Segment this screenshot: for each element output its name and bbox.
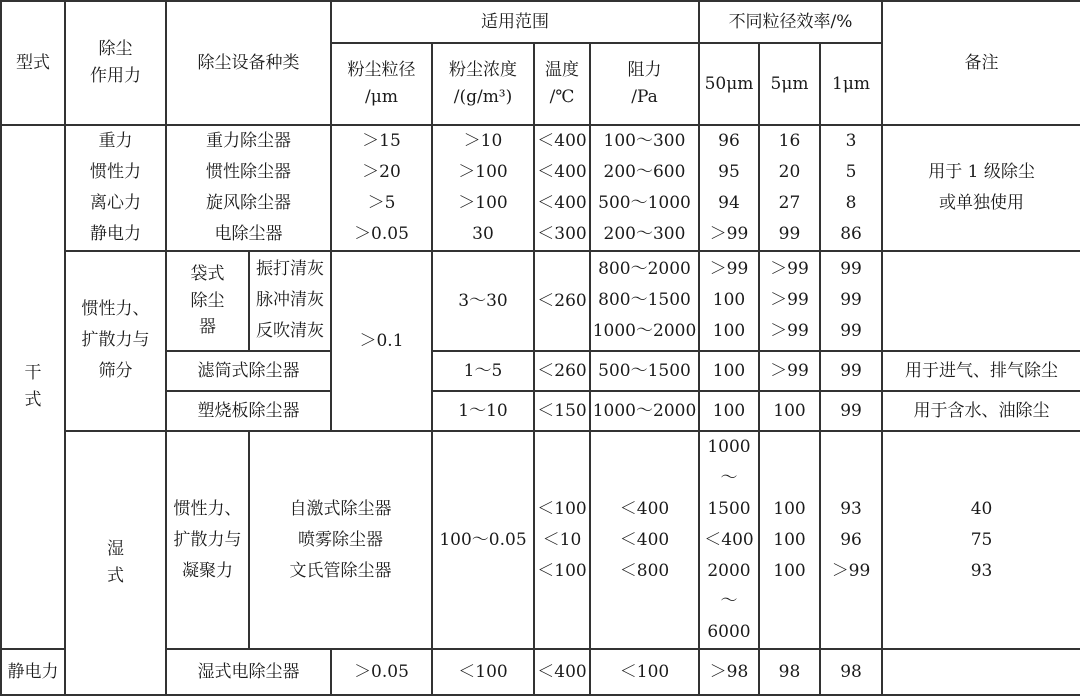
- bag-eff-1um-list: 99 99 99: [820, 251, 882, 351]
- wet-esp-eff-1um: 98: [820, 649, 882, 695]
- wet-esp-remark: [882, 649, 1080, 695]
- wet-equipment-list: 自激式除尘器 喷雾除尘器 文氏管除尘器: [249, 431, 432, 650]
- wet-esp-equipment: 湿式电除尘器: [166, 649, 331, 695]
- wet-esp-force: 静电力: [1, 649, 65, 695]
- header-equipment: 除尘设备种类: [166, 1, 331, 125]
- wet-eff-5um-list: 93 96 ＞99: [820, 431, 882, 650]
- plastic-plate-eff-5um: 100: [759, 391, 820, 431]
- dry-resistance-list: 100～300 200～600 500～1000 200～300: [590, 125, 699, 251]
- dry-concentration-list: ＞10 ＞100 ＞100 30: [432, 125, 534, 251]
- dry-filter-particle: ＞0.1: [331, 251, 432, 431]
- plastic-plate-remark: 用于含水、油除尘: [882, 391, 1080, 431]
- wet-eff-50um-list: 100 100 100: [759, 431, 820, 650]
- bag-filter-label: 袋式 除尘 器: [166, 251, 249, 351]
- wet-eff-1um-list: 40 75 93: [882, 431, 1080, 650]
- cartridge-eff-50um: 100: [699, 351, 759, 391]
- wet-esp-particle: ＞0.05: [331, 649, 432, 695]
- plastic-plate-concentration: 1～10: [432, 391, 534, 431]
- cartridge-remark: 用于进气、排气除尘: [882, 351, 1080, 391]
- wet-esp-resistance: ＜100: [590, 649, 699, 695]
- bag-eff-5um-list: ＞99 ＞99 ＞99: [759, 251, 820, 351]
- header-eff-5um: 5μm: [759, 43, 820, 125]
- header-temperature: 温度 /℃: [534, 43, 590, 125]
- wet-resistance-list: 1000～1500 ＜400 2000～6000: [699, 431, 759, 650]
- bag-filter-subtypes: 振打清灰 脉冲清灰 反吹清灰: [249, 251, 331, 351]
- header-concentration: 粉尘浓度 /(g/m³): [432, 43, 534, 125]
- dry-eff-5um-list: 16 20 27 99: [759, 125, 820, 251]
- dry-equipment-list: 重力除尘器 惯性除尘器 旋风除尘器 电除尘器: [166, 125, 331, 251]
- header-eff-50um: 50μm: [699, 43, 759, 125]
- dry-eff-50um-list: 96 95 94 ＞99: [699, 125, 759, 251]
- bag-temperature: ＜260: [534, 251, 590, 351]
- cartridge-equipment: 滤筒式除尘器: [166, 351, 331, 391]
- bag-remark: [882, 251, 1080, 351]
- header-resistance: 阻力 /Pa: [590, 43, 699, 125]
- plastic-plate-eff-50um: 100: [699, 391, 759, 431]
- dry-remark: 用于 1 级除尘 或单独使用: [882, 125, 1080, 251]
- plastic-plate-equipment: 塑烧板除尘器: [166, 391, 331, 431]
- dry-temperature-list: ＜400 ＜400 ＜400 ＜300: [534, 125, 590, 251]
- bag-resistance-list: 800～2000 800～1500 1000～2000: [590, 251, 699, 351]
- header-efficiency-group: 不同粒径效率/%: [699, 1, 882, 43]
- wet-concentration-list: ＜100 ＜10 ＜100: [534, 431, 590, 650]
- wet-particle: 100～0.05: [432, 431, 534, 650]
- bag-eff-50um-list: ＞99 100 100: [699, 251, 759, 351]
- wet-esp-concentration: ＜100: [432, 649, 534, 695]
- header-particle-size: 粉尘粒径 /μm: [331, 43, 432, 125]
- header-type: 型式: [1, 1, 65, 125]
- type-dry: 干 式: [1, 125, 65, 649]
- wet-esp-temperature: ＜400: [534, 649, 590, 695]
- header-remark: 备注: [882, 1, 1080, 125]
- cartridge-eff-5um: ＞99: [759, 351, 820, 391]
- dry-filter-force: 惯性力、 扩散力与 筛分: [65, 251, 166, 431]
- header-eff-1um: 1μm: [820, 43, 882, 125]
- type-wet: 湿 式: [65, 431, 166, 696]
- plastic-plate-resistance: 1000～2000: [590, 391, 699, 431]
- wet-esp-eff-5um: 98: [759, 649, 820, 695]
- wet-esp-eff-50um: ＞98: [699, 649, 759, 695]
- cartridge-concentration: 1～5: [432, 351, 534, 391]
- header-range-group: 适用范围: [331, 1, 699, 43]
- wet-force-list: 惯性力、 扩散力与 凝聚力: [166, 431, 249, 650]
- plastic-plate-temperature: ＜150: [534, 391, 590, 431]
- dry-force-list: 重力 惯性力 离心力 静电力: [65, 125, 166, 251]
- plastic-plate-eff-1um: 99: [820, 391, 882, 431]
- dry-eff-1um-list: 3 5 8 86: [820, 125, 882, 251]
- wet-temperature-list: ＜400 ＜400 ＜800: [590, 431, 699, 650]
- cartridge-resistance: 500～1500: [590, 351, 699, 391]
- header-force: 除尘 作用力: [65, 1, 166, 125]
- dry-particle-list: ＞15 ＞20 ＞5 ＞0.05: [331, 125, 432, 251]
- cartridge-eff-1um: 99: [820, 351, 882, 391]
- cartridge-temperature: ＜260: [534, 351, 590, 391]
- bag-concentration: 3～30: [432, 251, 534, 351]
